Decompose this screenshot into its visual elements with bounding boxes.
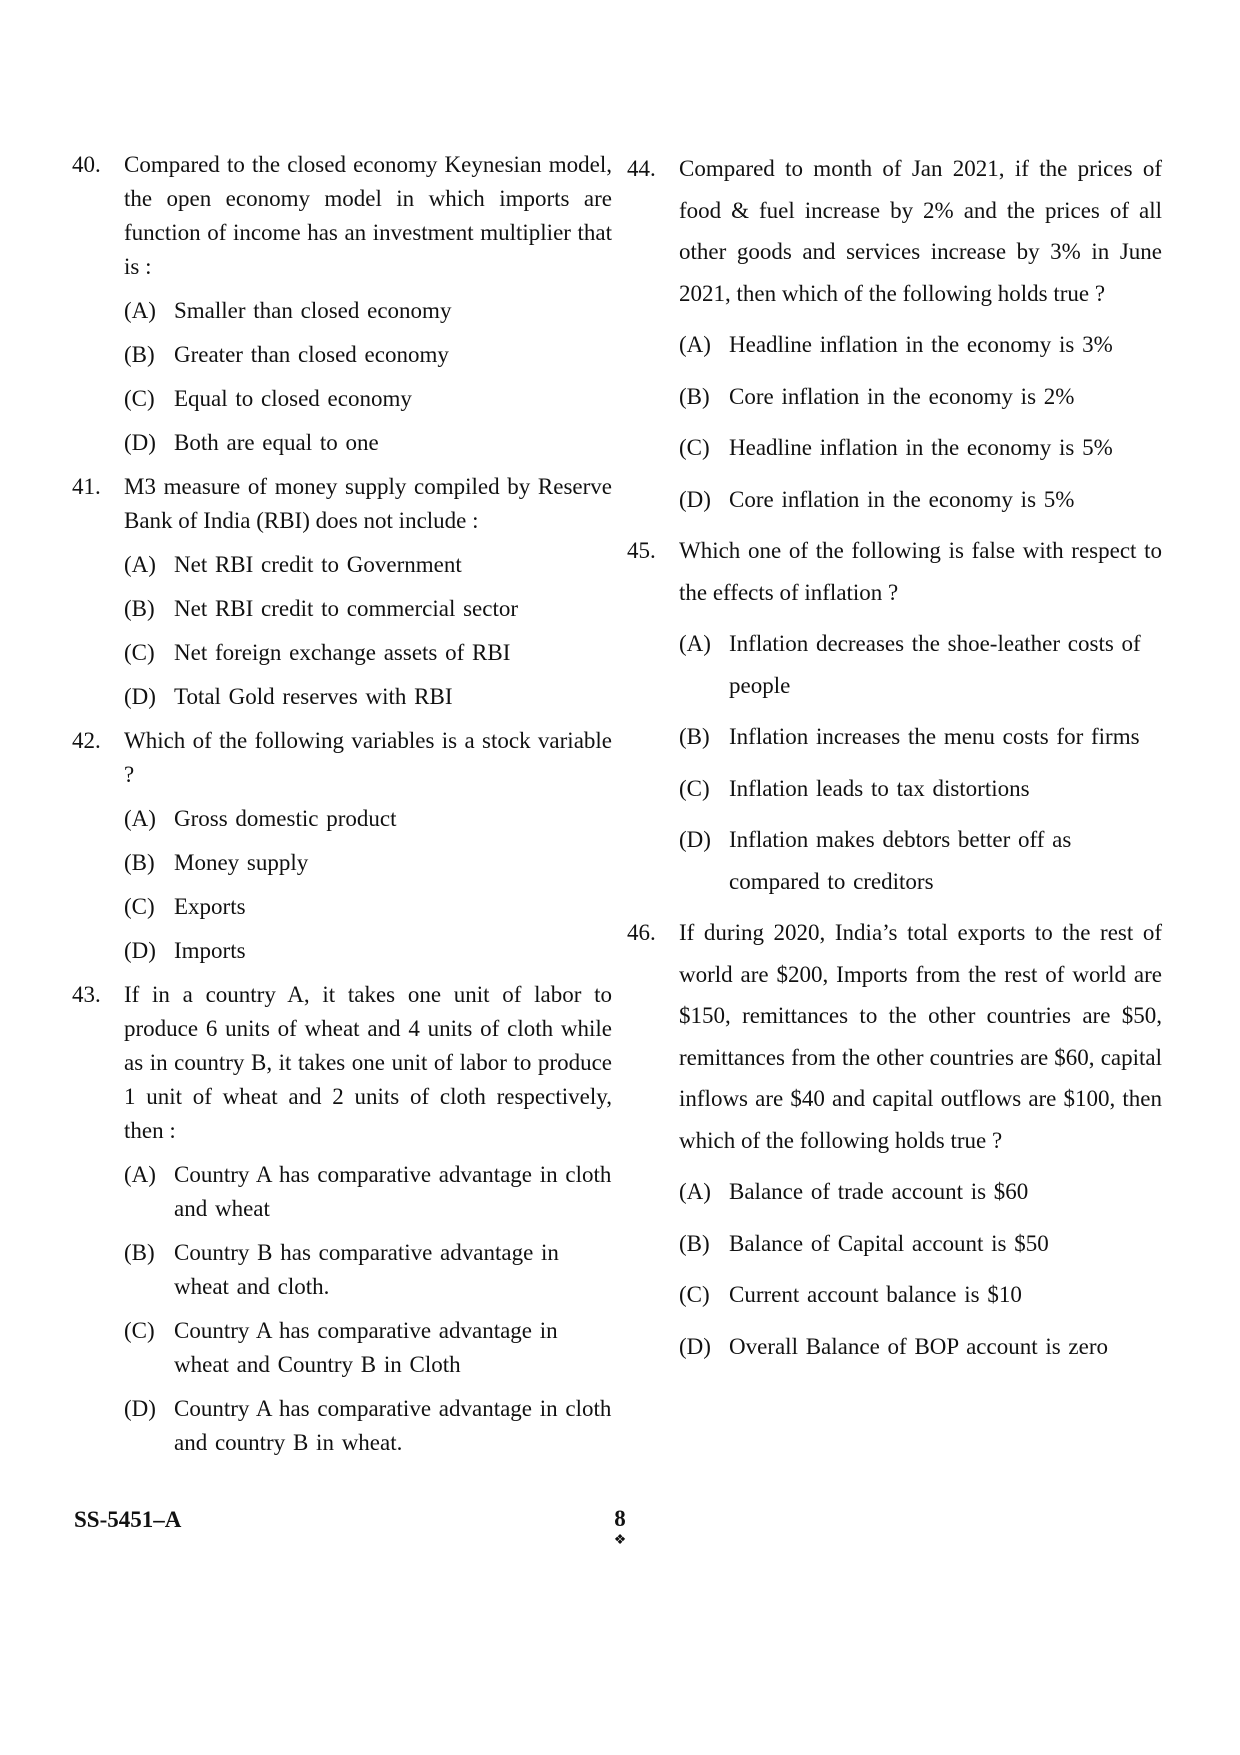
option-text: Balance of trade account is $60 [729,1179,1029,1204]
option-b [124,592,612,626]
option-label: (A) [679,332,711,357]
option-label: (D) [679,827,711,852]
option-c [124,636,612,670]
question-number: 40. [72,152,101,177]
question-text: Compared to month of Jan 2021, if the prices of food & fuel increase by 2% and the prices of all other goods and services increase by 3% in June 2021, then which of the following holds true ? [679,156,1162,306]
option-d [124,934,612,968]
option-text: Equal to closed economy [174,386,412,411]
option-label: (D) [124,430,156,455]
option-label: (C) [124,640,155,665]
option-label: (B) [679,724,710,749]
question-45 [627,530,1162,902]
option-label: (A) [679,631,711,656]
question-text: M3 measure of money supply compiled by Reserve Bank of India (RBI) does not include : [124,474,612,533]
option-text: Net foreign exchange assets of RBI [174,640,511,665]
option-label: (B) [679,1230,710,1256]
option-a [124,802,612,836]
option-label: (C) [124,386,155,411]
question-text: Which one of the following is false with respect to the effects of inflation ? [679,538,1162,605]
option-label: (A) [679,1179,711,1204]
option-label: (C) [679,435,710,460]
left-column [72,148,612,1470]
option-c [679,768,1162,810]
option-label: (A) [124,298,156,323]
option-list [124,294,612,460]
option-d [124,680,612,714]
option-text: Both are equal to one [174,430,379,455]
option-label: (A) [124,552,156,577]
option-c [124,890,612,924]
option-label: (B) [124,342,155,367]
option-list [679,623,1162,902]
option-text: Country A has comparative advantage in cloth and country B in wheat. [174,1396,612,1455]
option-text: Overall Balance of BOP account is zero [729,1333,1109,1359]
option-a [679,623,1162,706]
option-b [679,716,1162,758]
option-label: (C) [124,1318,155,1343]
option-text: Exports [174,894,246,919]
option-text: Headline inflation in the economy is 5% [729,435,1113,460]
option-d [124,426,612,460]
option-list [124,1158,612,1460]
option-text: Headline inflation in the economy is 3% [729,332,1113,357]
option-c [124,382,612,416]
option-label: (D) [124,938,156,963]
question-number: 42. [72,728,101,753]
option-text: Inflation makes debtors better off as compared to creditors [729,827,1072,894]
option-text: Current account balance is $10 [729,1282,1022,1307]
option-text: Core inflation in the economy is 5% [729,486,1075,512]
option-text: Inflation leads to tax distortions [729,775,1030,801]
option-label: (A) [124,1162,156,1187]
right-column [627,148,1162,1377]
option-b [679,376,1162,418]
option-b [679,1223,1162,1265]
question-46 [627,912,1162,1367]
booklet-code: SS-5451–A [74,1507,182,1532]
option-b [124,846,612,880]
option-label: (C) [679,775,710,801]
page-number: 8 [614,1506,626,1531]
question-41 [72,470,612,714]
option-text: Gross domestic product [174,806,397,831]
question-number: 46. [627,920,656,945]
question-text: Which of the following variables is a stock variable ? [124,728,612,787]
option-label: (B) [124,850,155,875]
option-text: Country A has comparative advantage in wheat and Country B in Cloth [174,1318,558,1377]
option-a [679,324,1162,366]
option-c [124,1314,612,1382]
option-c [679,427,1162,469]
question-number: 45. [627,538,656,563]
option-text: Money supply [174,850,309,875]
option-list [124,548,612,714]
option-d [124,1392,612,1460]
option-a [124,548,612,582]
option-text: Imports [174,938,246,963]
option-a [124,294,612,328]
option-a [679,1171,1162,1213]
option-list [124,802,612,968]
question-text: Compared to the closed economy Keynesian model, the open economy model in which imports are function of income has an investment multiplier that is : [124,152,612,279]
option-b [124,1236,612,1304]
option-text: Inflation decreases the shoe-leather costs of people [729,631,1141,698]
option-label: (D) [679,1333,711,1359]
question-number: 44. [627,156,656,181]
option-label: (D) [124,684,156,709]
question-number: 43. [72,982,101,1007]
option-text: Smaller than closed economy [174,298,452,323]
question-44 [627,148,1162,520]
option-text: Net RBI credit to commercial sector [174,596,519,621]
option-label: (B) [124,1240,155,1265]
option-text: Country B has comparative advantage in wheat and cloth. [174,1240,559,1299]
question-42 [72,724,612,968]
option-text: Inflation increases the menu costs for firms [729,724,1140,749]
ornament-icon: ❖ [613,1533,627,1548]
question-40 [72,148,612,460]
option-c [679,1274,1162,1316]
option-label: (D) [124,1396,156,1421]
option-label: (B) [124,596,155,621]
option-label: (B) [679,383,710,409]
option-text: Net RBI credit to Government [174,552,462,577]
option-text: Total Gold reserves with RBI [174,684,453,709]
option-list [679,1171,1162,1367]
question-text: If during 2020, India’s total exports to the rest of world are $200, Imports from the rest of world are $150, remittances to the other countries are $50, remittances from the other countries are $60, capital inflows are $40 and capital outflows are $100, then which of the following holds true ? [679,920,1162,1153]
option-b [124,338,612,372]
option-text: Core inflation in the economy is 2% [729,383,1075,409]
option-label: (D) [679,486,711,512]
option-d [679,819,1162,902]
option-text: Balance of Capital account is $50 [729,1230,1049,1256]
option-label: (C) [124,894,155,919]
option-d [679,1326,1162,1368]
question-43 [72,978,612,1460]
option-label: (C) [679,1282,710,1307]
question-text: If in a country A, it takes one unit of labor to produce 6 units of wheat and 4 units of cloth while as in country B, it takes one unit of labor to produce 1 unit of wheat and 2 units of cloth respectively, then : [124,982,612,1143]
option-text: Country A has comparative advantage in cloth and wheat [174,1162,612,1221]
question-number: 41. [72,474,101,499]
option-list [679,324,1162,520]
option-d [679,479,1162,521]
option-label: (A) [124,806,156,831]
option-text: Greater than closed economy [174,342,449,367]
option-a [124,1158,612,1226]
